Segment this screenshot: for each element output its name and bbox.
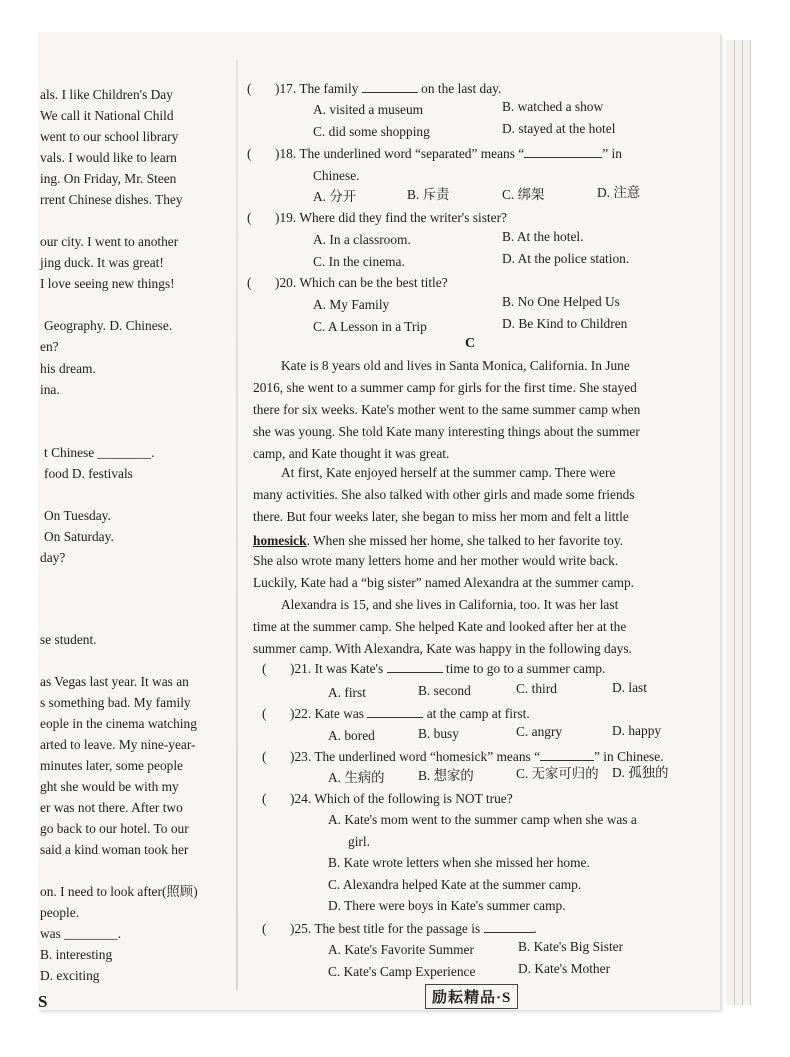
section-heading: C bbox=[465, 336, 476, 351]
footer-brand: 励耘精品·S bbox=[425, 984, 518, 1009]
left-column-line: people. bbox=[40, 905, 80, 920]
left-column-line: minutes later, some people bbox=[40, 758, 184, 773]
column-gutter bbox=[236, 60, 238, 990]
left-column-line: eople in the cinema watching bbox=[40, 716, 197, 731]
left-column-line: ght she would be with my bbox=[40, 779, 179, 794]
left-column-line: ing. On Friday, Mr. Steen bbox=[40, 171, 177, 186]
left-column-line: We call it National Child bbox=[40, 108, 174, 123]
left-column-line: our city. I went to another bbox=[40, 234, 179, 249]
left-column-line: als. I like Children's Day bbox=[40, 87, 173, 102]
left-column-line: go back to our hotel. To our bbox=[40, 821, 189, 836]
left-column-line: on. I need to look after(照顾) bbox=[40, 884, 198, 899]
left-column-line: D. exciting bbox=[40, 968, 100, 983]
left-column-line: said a kind woman took her bbox=[40, 842, 189, 857]
left-column-line: B. interesting bbox=[40, 947, 113, 962]
page-stack-edge bbox=[726, 40, 735, 1005]
left-column-line: er was not there. After two bbox=[40, 800, 183, 815]
page-mark: S bbox=[38, 992, 48, 1011]
left-column-line: ina. bbox=[40, 382, 60, 397]
left-column-line: food D. festivals bbox=[44, 466, 133, 481]
left-column-line: day? bbox=[40, 550, 66, 565]
left-column-line: On Tuesday. bbox=[44, 508, 111, 523]
left-column-line: jing duck. It was great! bbox=[40, 255, 164, 270]
left-column-line: Geography. D. Chinese. bbox=[44, 318, 173, 333]
page-stack-edge bbox=[742, 40, 751, 1005]
page-stack-edge bbox=[734, 40, 743, 1005]
left-column-line: On Saturday. bbox=[44, 529, 114, 544]
left-column-line: se student. bbox=[40, 632, 97, 647]
left-column-line: arted to leave. My nine-year- bbox=[40, 737, 196, 752]
homesick-underlined-word: homesick bbox=[253, 533, 307, 548]
left-column-line: s something bad. My family bbox=[40, 695, 191, 710]
left-column-line: went to our school library bbox=[40, 129, 179, 144]
left-column-line: was ________. bbox=[40, 926, 122, 941]
left-column-line: I love seeing new things! bbox=[40, 276, 175, 291]
left-column-line: vals. I would like to learn bbox=[40, 150, 177, 165]
left-column-line: rrent Chinese dishes. They bbox=[40, 192, 183, 207]
left-column-line: t Chinese ________. bbox=[44, 445, 155, 460]
left-column-line: as Vegas last year. It was an bbox=[40, 674, 189, 689]
left-column-line: his dream. bbox=[40, 361, 96, 376]
left-column-line: en? bbox=[40, 339, 59, 354]
